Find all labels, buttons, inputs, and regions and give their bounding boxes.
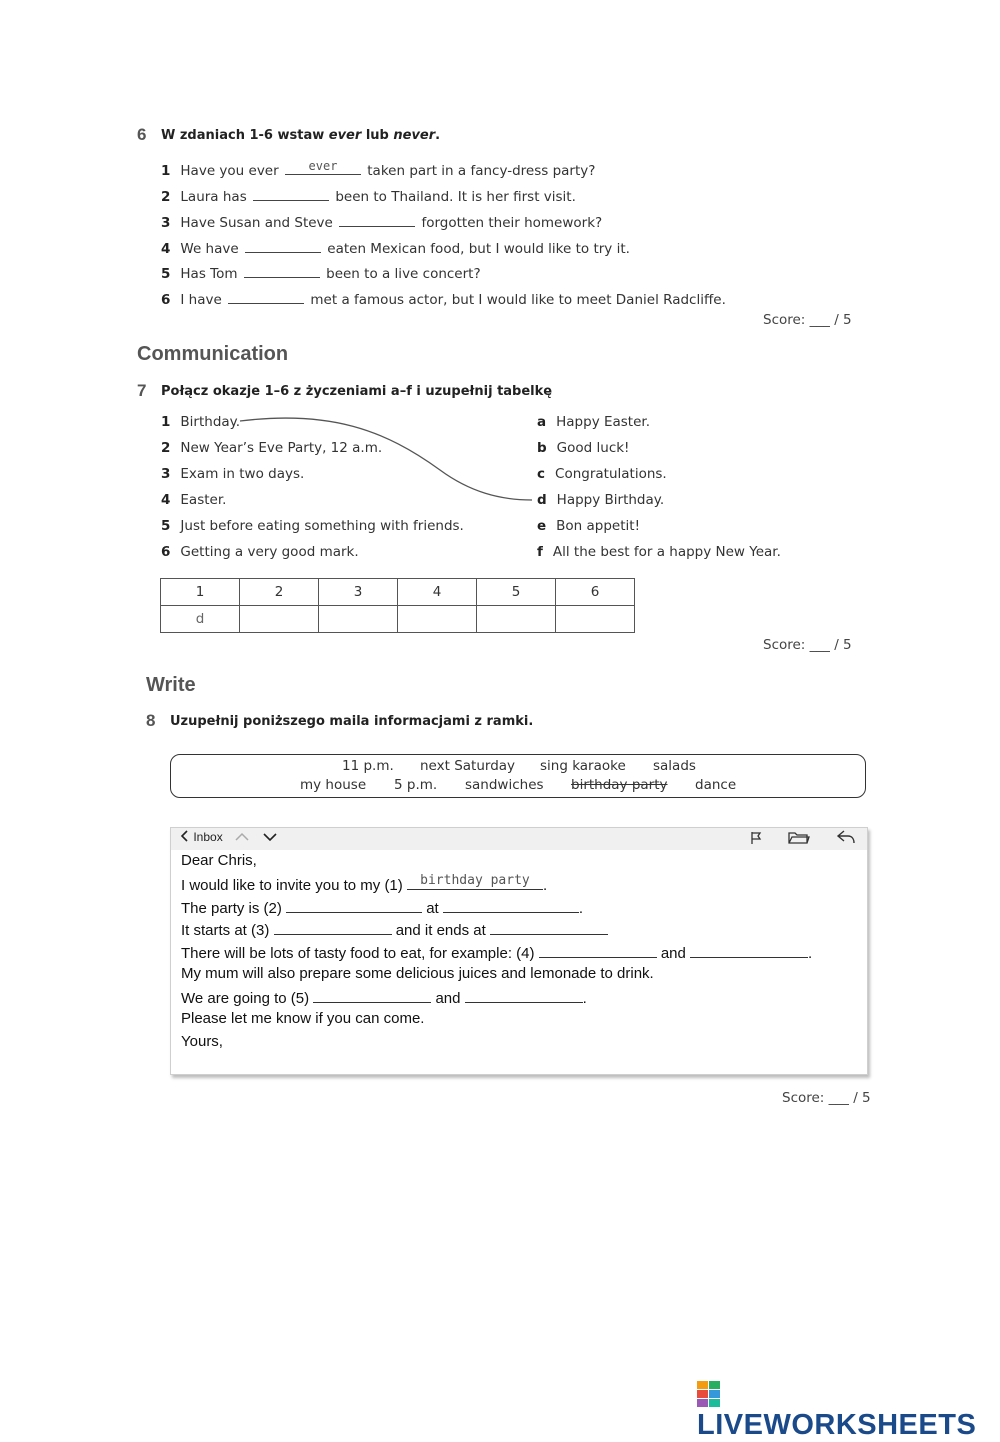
table-header-cell: 1	[161, 579, 240, 606]
gap-2a[interactable]	[286, 897, 422, 913]
word-option-used: birthday party	[571, 777, 668, 793]
word-option: 11 p.m.	[342, 758, 394, 774]
item-text-after: eaten Mexican food, but I would like to try it.	[327, 241, 630, 257]
word-option: next Saturday	[420, 758, 516, 774]
inbox-back-button[interactable]	[180, 829, 223, 844]
email-line-1: I would like to invite you to my (1) birthday party .	[181, 873, 548, 894]
table-answer-cell[interactable]	[398, 606, 477, 633]
exercise-7-instruction: Połącz okazje 1–6 z życzeniami a–f i uzupełnij tabelkę	[161, 384, 553, 399]
wish-text: Bon appetit!	[556, 518, 640, 534]
gap-5a[interactable]	[313, 987, 431, 1003]
wish-letter: b	[537, 440, 547, 456]
occasion-text: New Year’s Eve Party, 12 a.m.	[180, 440, 383, 456]
wish-text: Good luck!	[556, 440, 630, 456]
exercise-8-score: Score: ___ / 5	[782, 1090, 871, 1106]
item-number: 2	[161, 189, 171, 205]
section-title-write: Write	[146, 674, 196, 696]
table-answer-cell[interactable]	[556, 606, 635, 633]
gap-5b[interactable]	[465, 987, 583, 1003]
chevron-up-icon[interactable]	[234, 831, 250, 843]
answer-gap[interactable]: ever	[285, 160, 361, 175]
occasion-number: 1	[161, 414, 171, 430]
word-option: my house	[300, 777, 367, 793]
chevron-down-icon[interactable]	[262, 831, 278, 843]
item-text-before: We have	[180, 241, 239, 257]
gap-3b[interactable]	[490, 919, 608, 935]
word-option: sing karaoke	[540, 758, 626, 774]
table-answer-cell[interactable]	[240, 606, 319, 633]
wish-letter: d	[537, 492, 547, 508]
occasion-number: 4	[161, 492, 171, 508]
inbox-label: Inbox	[193, 830, 223, 844]
item-number: 5	[161, 266, 171, 282]
word-option: sandwiches	[465, 777, 544, 793]
gap-1[interactable]: birthday party	[407, 874, 543, 890]
chevron-left-icon	[180, 829, 190, 843]
email-line-5: My mum will also prepare some delicious juices and lemonade to drink.	[181, 965, 654, 982]
email-line-3: It starts at (3) and it ends at	[181, 919, 608, 939]
table-answer-cell[interactable]	[477, 606, 556, 633]
word-option: salads	[653, 758, 696, 774]
occasion-number: 5	[161, 518, 171, 534]
occasion-text: Exam in two days.	[180, 466, 305, 482]
answer-table	[160, 578, 635, 633]
wish-letter: a	[537, 414, 547, 430]
logo-text: LIVEWORKSHEETS	[697, 1409, 977, 1441]
item-number: 4	[161, 241, 171, 257]
exercise-8-number: 8	[146, 711, 156, 730]
item-number: 6	[161, 292, 171, 308]
wish-text: All the best for a happy New Year.	[552, 544, 781, 560]
item-text-after: met a famous actor, but I would like to meet Daniel Radcliffe.	[310, 292, 726, 308]
section-title-communication: Communication	[137, 343, 289, 365]
occasion-number: 3	[161, 466, 171, 482]
wish-letter: e	[537, 518, 547, 534]
table-header-cell: 4	[398, 579, 477, 606]
flag-icon[interactable]	[750, 831, 762, 845]
item-text-after: been to Thailand. It is her first visit.	[335, 189, 576, 205]
matching-line	[0, 0, 1000, 600]
reply-icon[interactable]	[836, 829, 856, 845]
occasion-number: 2	[161, 440, 171, 456]
item-number: 1	[161, 163, 171, 179]
table-header-cell: 3	[319, 579, 398, 606]
occasion-text: Just before eating something with friends.	[180, 518, 464, 534]
exercise-6-number: 6	[137, 125, 147, 144]
occasion-text: Birthday.	[180, 414, 241, 430]
folder-icon[interactable]	[788, 830, 810, 845]
item-number: 3	[161, 215, 171, 231]
exercise-8-instruction: Uzupełnij poniższego maila informacjami z ramki.	[170, 714, 534, 729]
wish-text: Congratulations.	[555, 466, 667, 482]
item-text-after: taken part in a fancy-dress party?	[367, 163, 596, 179]
email-line-7: Please let me know if you can come.	[181, 1010, 425, 1027]
gap-4b[interactable]	[690, 942, 808, 958]
item-text-before: Has Tom	[180, 266, 238, 282]
email-line-6: We are going to (5) and .	[181, 987, 587, 1007]
exercise-6-score: Score: ___ / 5	[763, 312, 852, 328]
exercise-6-instruction: W zdaniach 1-6 wstaw ever lub never.	[161, 128, 441, 143]
logo-icon	[697, 1381, 721, 1409]
gap-4a[interactable]	[539, 942, 657, 958]
table-header-cell: 6	[556, 579, 635, 606]
word-option: 5 p.m.	[394, 777, 438, 793]
wish-text: Happy Easter.	[556, 414, 651, 430]
item-text-before: Laura has	[180, 189, 247, 205]
email-line-2: The party is (2) at .	[181, 897, 583, 917]
liveworksheets-logo	[697, 1378, 1000, 1441]
item-text-after: forgotten their homework?	[421, 215, 603, 231]
occasion-number: 6	[161, 544, 171, 560]
word-option: dance	[695, 777, 737, 793]
item-text-before: Have Susan and Steve	[180, 215, 333, 231]
item-text-before: Have you ever	[180, 163, 279, 179]
table-header-cell: 5	[477, 579, 556, 606]
wish-letter: f	[537, 544, 543, 560]
occasion-text: Getting a very good mark.	[180, 544, 359, 560]
table-answer-cell[interactable]	[319, 606, 398, 633]
wish-letter: c	[537, 466, 546, 482]
email-line-4: There will be lots of tasty food to eat, for example: (4) and .	[181, 942, 812, 962]
item-text-before: I have	[180, 292, 222, 308]
table-answer-cell[interactable]: d	[161, 606, 240, 633]
gap-3a[interactable]	[274, 919, 392, 935]
gap-2b[interactable]	[443, 897, 579, 913]
table-header-cell: 2	[240, 579, 319, 606]
email-signoff: Yours,	[181, 1033, 223, 1050]
exercise-7-score: Score: ___ / 5	[763, 637, 852, 653]
occasion-text: Easter.	[180, 492, 227, 508]
email-greeting: Dear Chris,	[181, 852, 257, 869]
wish-text: Happy Birthday.	[556, 492, 665, 508]
item-text-after: been to a live concert?	[326, 266, 481, 282]
exercise-7-number: 7	[137, 381, 147, 400]
